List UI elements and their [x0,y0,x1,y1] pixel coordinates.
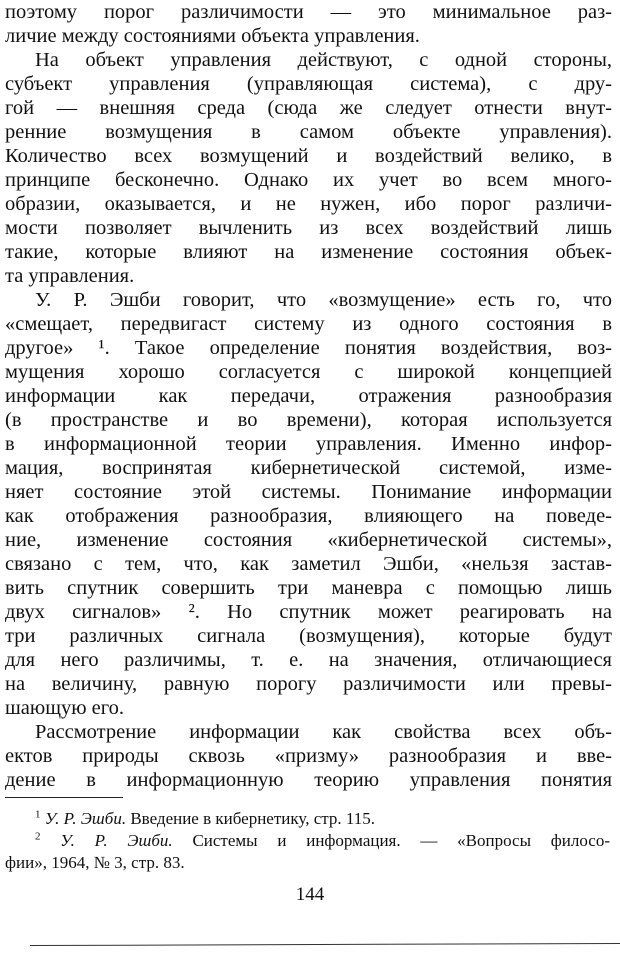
text-line: ектов природы сквозь «призму» разнообразия и вве- [5,745,612,767]
text-line: поэтому порог различимости — это минимальное раз- [5,1,612,23]
text-line: субъект управления (управляющая система), с дру- [5,73,612,95]
text-line: (в пространстве и во времени), которая используется [5,409,612,431]
text-line: У. Р. Эшби говорит, что «возмущение» есть го, что [35,289,612,311]
text-line: Количество всех возмущений и воздействий велико, в [5,145,612,167]
text-line: ренние возмущения в самом объекте управления). [5,121,612,143]
text-line: ние, изменение состояния «кибернетической системы», [5,529,612,551]
footnotes [5,808,610,874]
footnote-text: Системы и информация. — «Вопросы филосо- [192,831,611,850]
text-line: На объект управления действуют, с одной стороны, [35,49,612,71]
text-line: связано с тем, что, как заметил Эшби, «нельзя застав- [5,553,612,575]
body-text [5,0,612,792]
footnote-2-continuation: фии», 1964, № 3, стр. 83. [5,853,185,872]
footnote-2 [5,830,610,852]
text-line: мости позволяет вычленить из всех воздействий лишь [5,217,612,239]
text-line: на величину, равную порогу различимости или превы- [5,673,612,695]
text-line: личие между состояниями объекта управления. [5,25,420,47]
text-line: в информационной теории управления. Именно инфор- [5,433,612,455]
text-line: для него различимы, т. е. на значения, отличающиеся [5,649,612,671]
text-line: образии, оказывается, и не нужен, ибо порог различи- [5,193,612,215]
text-line: шающую его. [5,697,125,719]
page-number: 144 [295,884,325,905]
footnote-separator [5,797,123,798]
footnote-mark: 2 [35,830,41,843]
text-line: информации как передачи, отражения разнообразия [5,385,612,407]
text-line: няет состояние этой системы. Понимание информации [5,481,612,503]
text-line: дение в информационную теорию управления понятия [5,769,612,791]
footnote-author: У. Р. Эшби. [44,809,127,828]
bottom-rule [30,943,620,946]
footnote-mark: 1 [35,808,41,821]
text-line: принципе бесконечно. Однако их учет во всем много- [5,169,612,191]
text-line: та управления. [5,265,135,287]
text-line: мущения хорошо согласуется с широкой концепцией [5,361,612,383]
text-line: вить спутник совершить три маневра с помощью лишь [5,577,612,599]
text-line: как отображения разнообразия, влияющего на поведе- [5,505,612,527]
text-line: другое» ¹. Такое определение понятия воздействия, воз- [5,337,612,359]
footnote-text: Введение в кибернетику, стр. 115. [130,809,375,828]
footnote-author: У. Р. Эшби. [60,831,173,850]
text-line: «смещает, передвигаст систему из одного состояния в [5,313,612,335]
footnote-1 [5,808,610,830]
text-line: мация, воспринятая кибернетической системой, изме- [5,457,612,479]
text-line: три различных сигнала (возмущения), которые будут [5,625,612,647]
text-line: двух сигналов» ². Но спутник может реагировать на [5,601,612,623]
text-line: Рассмотрение информации как свойства всех объ- [35,721,612,743]
text-line: такие, которые влияют на изменение состояния объек- [5,241,612,263]
text-line: гой — внешняя среда (сюда же следует отнести внут- [5,97,612,119]
